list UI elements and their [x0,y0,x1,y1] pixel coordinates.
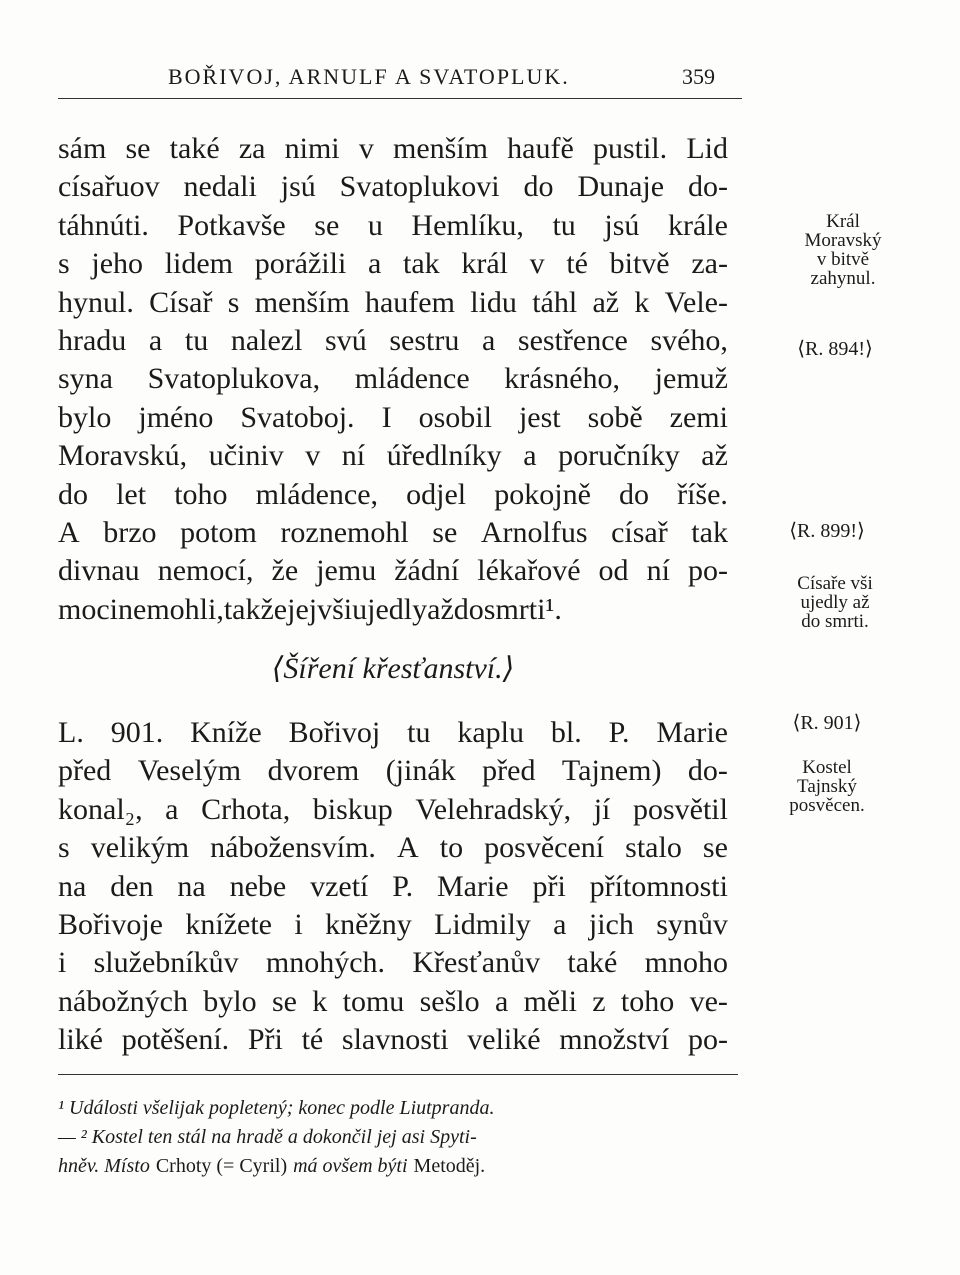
word: tak [403,247,440,281]
word: jemuž [654,362,728,396]
word: divnau [58,554,140,588]
word: před [58,754,112,788]
word: A [58,515,80,549]
word: hynul. [58,285,134,319]
word: zemi [669,400,728,434]
word: jí [593,792,611,826]
word: smrti¹. [483,592,562,626]
footnote-line-2: — ² Kostel ten stál na hradě a dokončil jej asi Spyti- [58,1126,477,1148]
word: mnoho [644,946,728,980]
margin-line: v bitvě [816,249,870,270]
text-line [58,552,728,590]
margin-line: Moravský [804,230,882,251]
word: A [397,831,419,865]
word: let [116,477,147,511]
word: kaplu [457,716,525,749]
text-line [58,168,728,206]
word: a [523,439,537,473]
word: vzetí [310,869,369,903]
word: osobil [418,400,492,434]
word: Svatoboj. [240,400,355,434]
word: jej [287,592,318,626]
word: jsú [280,170,316,204]
text-line [58,437,728,475]
word: nedali [183,170,257,204]
word: až [701,439,728,473]
word: císař [611,515,668,549]
word: tu [552,208,576,242]
word: jich [588,907,634,941]
section-block [58,650,728,688]
text-line [58,284,728,322]
word: bitvě [609,247,670,281]
word: hradu [58,323,127,357]
word: dvorem [267,754,360,788]
word: bylo [203,984,257,1018]
word: ujedly [352,592,428,626]
word: stalo [625,831,682,865]
word: a [553,907,567,941]
word: Marie [656,716,728,749]
word: Arnolfus [480,515,588,549]
word: jest [518,400,561,434]
word: knížete [185,907,272,941]
margin-line: Císaře vši [797,573,873,594]
word: Veselým [137,754,242,788]
word: při [532,869,566,903]
word: haufě [507,132,574,165]
word: na [58,869,87,903]
margin-line: do smrti. [801,611,869,632]
word: L. [58,716,84,749]
word: synův [656,907,728,941]
main-text-2 [58,714,728,1060]
word: ve- [689,984,728,1018]
word: potěšení. [121,1023,230,1057]
word: i [294,907,303,941]
margin-note-lice [760,574,910,631]
word: Císař [149,285,213,319]
word: po- [687,554,728,588]
word: u [367,208,383,242]
word: i [58,946,67,980]
text-line [58,714,728,752]
word: Tajnem) [561,754,662,788]
page-number: 359 [682,64,715,89]
margin-note-king [768,212,918,288]
margin-line: Kostel [802,757,852,778]
word: do [619,477,649,511]
word: menším [392,132,488,165]
word: Kníže [190,716,262,749]
word: po- [687,1023,728,1057]
word: v [529,247,545,281]
word: Bořivoje [58,907,163,941]
word: P. [392,869,414,903]
text-line [58,399,728,437]
word: v [358,132,374,165]
text-line [58,1021,728,1059]
footnote-rule [58,1074,738,1075]
word: pustil. [592,132,668,165]
word: také [169,132,220,165]
word: od [598,554,629,588]
word: P. [608,716,630,749]
text-line [58,591,728,629]
word: té [301,1023,324,1057]
word: služebníkův [93,946,239,980]
word: I [381,400,392,434]
word: takže [223,592,288,626]
margin-year-901: ⟨R. 901⟩ [792,712,862,734]
text-line [58,207,728,245]
word: král [461,247,508,281]
word: Křesťanův [412,946,541,980]
word: jeho [91,247,144,281]
word: před [482,754,536,788]
word: také [567,946,618,980]
margin-note-church [752,758,902,815]
word: krále [667,208,728,242]
margin-line: Král [826,211,860,232]
word: žádní [394,554,460,588]
paragraph-2 [58,714,728,1060]
word: svú [325,323,367,357]
footnote-text: hněv. Místo [58,1155,150,1177]
word: brzo [103,515,157,549]
word: Potkavše [177,208,286,242]
word: pokojně [494,477,591,511]
word: na [177,869,206,903]
text-line [58,322,728,360]
word: sám [58,132,107,165]
word: 901. [110,716,164,749]
word: se [271,984,297,1018]
word: nebe [229,869,287,903]
word: táhnúti. [58,208,149,242]
word: syna [58,362,113,396]
word: s [58,831,70,865]
text-line [58,829,728,867]
word: den [110,869,154,903]
word: biskup [312,792,393,826]
word: do- [687,754,728,788]
word: odjel [406,477,467,511]
footnote-line-1: ¹ Události všelijak popletený; konec podle Liutpranda. [58,1097,495,1119]
word: v [305,439,321,473]
word: bylo [58,400,112,434]
word: a [148,323,163,357]
margin-year-899: ⟨R. 899!⟩ [789,520,865,542]
text-line [58,130,728,168]
text-line [58,906,728,944]
word: svého, [650,323,728,357]
section-heading: ⟨Šíření křesťanství.⟩ [271,652,515,685]
word: že [271,554,299,588]
word: tu [407,716,431,749]
word: velikým [90,831,190,865]
word: se [702,831,728,865]
word: konal₂, [58,792,143,826]
word: z [592,984,606,1018]
word: a [368,247,382,281]
word: menším [254,285,350,319]
margin-line: Tajnský [797,776,857,797]
word: za- [691,247,728,281]
word: porážili [254,247,347,281]
margin-year-894: ⟨R. 894!⟩ [797,338,873,360]
word: slavnosti [341,1023,449,1057]
word: moci [58,592,118,626]
word: nemocí, [157,554,254,588]
word: do [453,592,484,626]
word: kněžny [325,907,412,941]
word: vši [317,592,353,626]
word: tak [691,515,728,549]
footnote-text: Crhoty (= Cyril) [155,1155,288,1177]
word: množství [559,1023,670,1057]
running-header: BOŘIVOJ, ARNULF A SVATOPLUK. [168,64,570,89]
word: se [125,132,151,165]
word: posvěcení [484,831,605,865]
word: Svatoplukova, [147,362,321,396]
word: Lid [686,132,728,165]
word: Svatoplukovi [339,170,500,204]
word: nábožných [58,984,188,1018]
word: lidem [164,247,234,281]
word: bl. [550,716,582,749]
word: mnohých. [265,946,386,980]
word: mládence, [255,477,379,511]
word: nábožensvím. [210,831,376,865]
word: sešlo [419,984,480,1018]
word: Velehradský, [415,792,572,826]
word: k [634,285,650,319]
word: lidu [470,285,517,319]
text-line [58,944,728,982]
word: do [523,170,554,204]
footnote-text: Metoděj. [413,1155,486,1177]
main-text [58,130,728,629]
margin-line: posvěcen. [789,795,865,816]
word: a [494,984,509,1018]
word: Marie [436,869,509,903]
word: nimi [284,132,340,165]
word: Dunaje [577,170,665,204]
word: mládence [354,362,470,396]
word: s [227,285,240,319]
word: Bořivoj [288,716,381,749]
word: sestru [389,323,460,357]
word: Moravskú, [58,439,188,473]
word: učiniv [208,439,284,473]
word: posvětil [632,792,728,826]
word: to [439,831,464,865]
word: a [481,323,496,357]
text-line [58,791,728,829]
word: ní [341,439,366,473]
word: k [312,984,328,1018]
word: Vele- [664,285,728,319]
word: do- [687,170,728,204]
word: říše. [677,477,728,511]
word: s [58,247,70,281]
word: jméno [138,400,214,434]
word: liké [58,1023,103,1057]
word: úředlníky [386,439,502,473]
word: císařuov [58,170,160,204]
header-rule [58,98,742,99]
word: krásného, [504,362,621,396]
word: haufem [364,285,455,319]
word: až [592,285,620,319]
word: lékařové [477,554,581,588]
word: se [314,208,340,242]
footnotes [58,1094,738,1181]
word: jemu [316,554,377,588]
word: a [165,792,179,826]
word: roznemohl [280,515,409,549]
footnote-text: má ovšem býti [293,1155,408,1177]
word: sestřence [517,323,628,357]
margin-line: ujedly až [800,592,870,613]
text-line [58,868,728,906]
word: Při [247,1023,283,1057]
text-line [58,983,728,1021]
word: ní [646,554,670,588]
word: měli [523,984,577,1018]
word: do [58,477,88,511]
margin-line: zahynul. [810,268,876,289]
word: toho [620,984,675,1018]
footnote-line-3 [58,1152,738,1181]
paragraph-1 [58,130,728,629]
word: za [238,132,266,165]
word: tomu [342,984,405,1018]
text-line [58,476,728,514]
word: té [566,247,588,281]
word: potom [180,515,257,549]
text-line [58,245,728,283]
word: Hemlíku, [411,208,524,242]
text-line [58,514,728,552]
word: veliké [467,1023,541,1057]
word: sobě [587,400,643,434]
word: až [427,592,454,626]
word: nalezl [230,323,303,357]
word: poručníky [558,439,680,473]
word: se [432,515,458,549]
word: táhl [532,285,578,319]
word: Crhota, [201,792,291,826]
word: jsú [604,208,640,242]
word: tu [184,323,209,357]
word: Lidmily [434,907,531,941]
text-line [58,752,728,790]
word: nemohli, [118,592,224,626]
text-line [58,360,728,398]
word: (jinák [385,754,456,788]
word: přítomnosti [589,869,728,903]
word: toho [174,477,228,511]
